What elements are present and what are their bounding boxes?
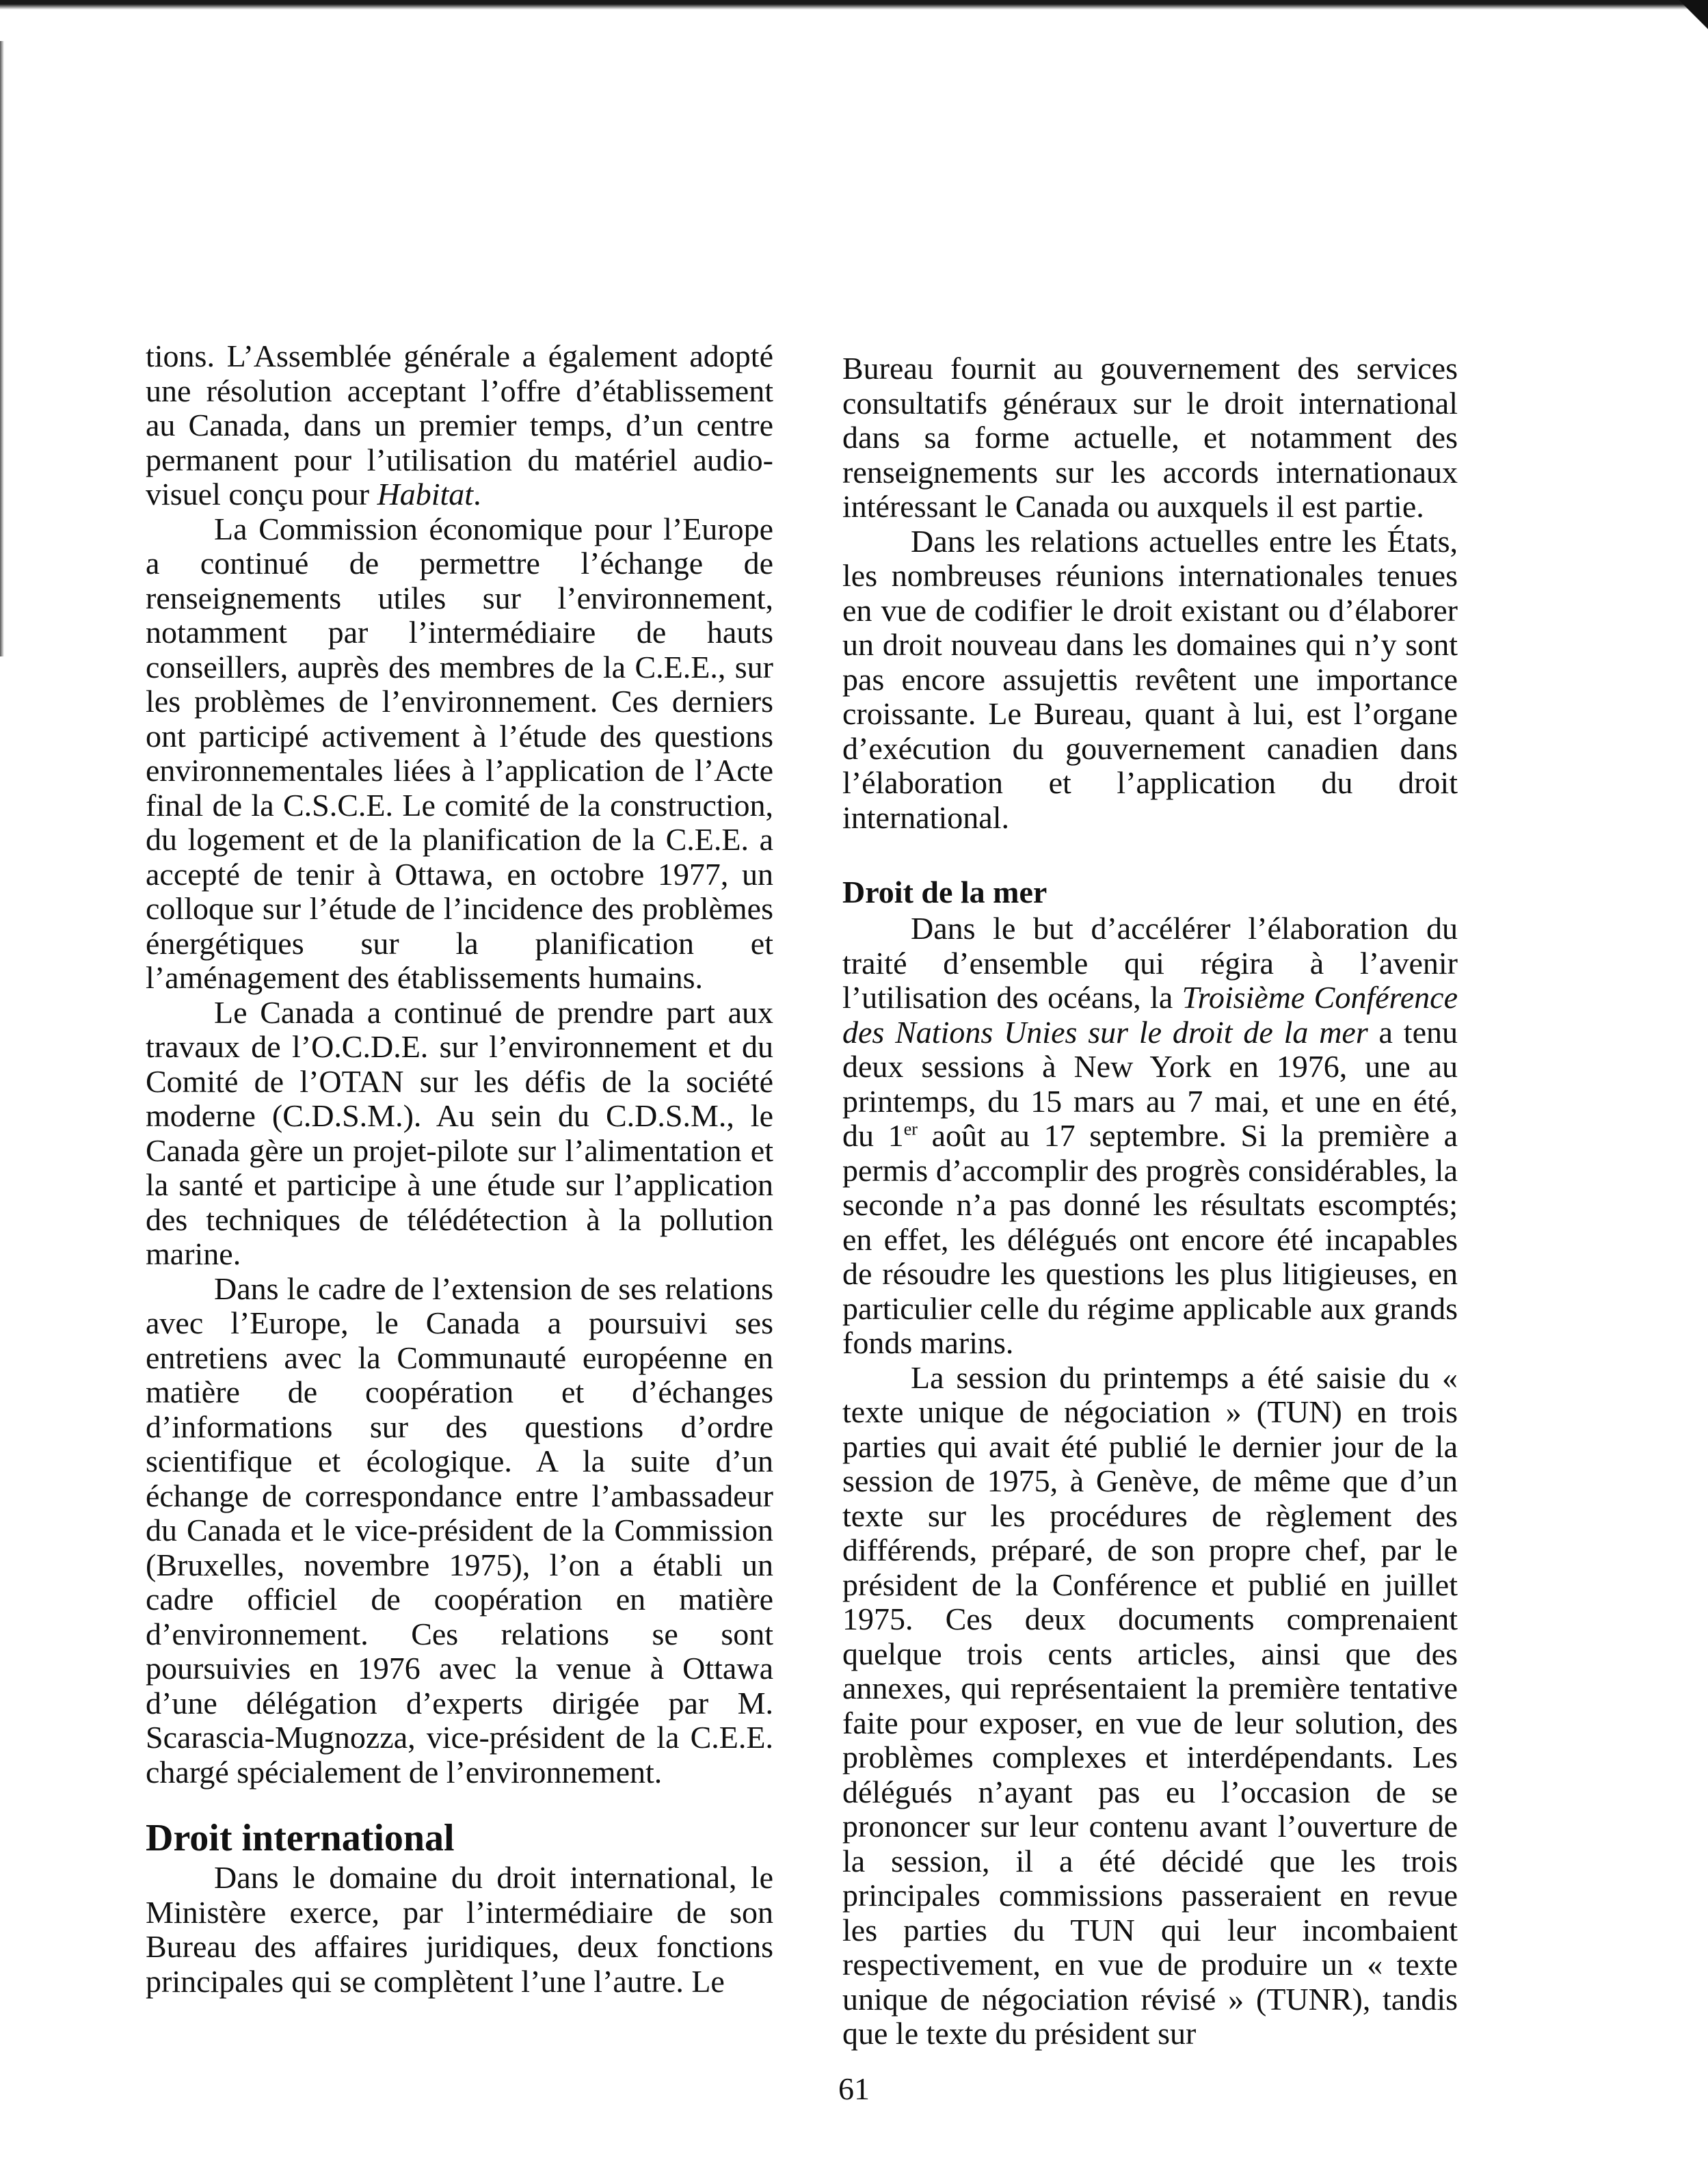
paragraph-text: Dans le but d’accélérer l’élaboration du traité d’ensemble qui régira à l’avenir l’utilisation des océans, la xyxy=(842,911,1458,1015)
italic-title: Troisième Conférence des Nations Unies sur le droit de la mer xyxy=(842,980,1458,1050)
scan-corner xyxy=(1667,0,1708,41)
paragraph-text: . xyxy=(473,477,481,511)
paragraph: Dans les relations actuelles entre les États, les nombreuses réunions internationales tenues en vue de codifier le droit existant ou d’élaborer un droit nouveau dans les domaines qui n’y sont pas encore assujettis revêtent une importance croissante. Le Bureau, quant à lui, est l’organe d’exécution du gouvernement canadien dans l’élaboration et l’application du droit international. xyxy=(842,523,1458,835)
paragraph xyxy=(842,912,1458,1361)
paragraph: Dans le domaine du droit international, le Ministère exerce, par l’intermédiaire de son Bureau des affaires juridiques, deux fonctions principales qui se complètent l’une l’autre. Le xyxy=(146,1860,773,1999)
scan-border-left xyxy=(0,41,4,656)
paragraph: Bureau fournit au gouvernement des services consultatifs généraux sur le droit international dans sa forme actuelle, et notamment des renseignements sur les accords internationaux intéressant le Canada ou auxquels il est partie. xyxy=(842,351,1458,524)
paragraph: La session du printemps a été saisie du « texte unique de négociation » (TUN) en trois parties qui avait été publié le dernier jour de la session de 1975, à Genève, de même que d’un texte sur les procédures de règlement des différends, préparé, de son propre chef, par le président de la Conférence et publié en juillet 1975. Ces deux documents comprenaient quelque trois cents articles, ainsi que des annexes, qui représentaient la première tentative faite pour exposer, en vue de leur solution, des problèmes complexes et interdépendants. Les délégués n’ayant pas eu l’occasion de se prononcer sur leur contenu avant l’ouverture de la session, il a été décidé que les trois principales commissions passeraient en revue les parties du TUN qui leur incombaient respectivement, en vue de produire un « texte unique de négociation révisé » (TUNR), tandis que le texte du président sur xyxy=(842,1359,1458,2051)
section-heading-droit-de-la-mer: Droit de la mer xyxy=(842,875,1048,909)
paragraph: La Commission économique pour l’Europe a continué de permettre l’échange de renseignements utiles sur l’environnement, notamment par l’intermédiaire de hauts conseillers, auprès des membres de la C.E.E., sur les problèmes de l’environnement. Ces derniers ont participé activement à l’étude des questions environnementales liées à l’application de l’Acte final de la C.S.C.E. Le comité de la construction, du logement et de la planification de la C.E.E. a accepté de tenir à Ottawa, en octobre 1977, un colloque sur l’étude de l’incidence des problèmes énergétiques sur la planification et l’aménagement des établissements humains. xyxy=(146,511,773,995)
superscript: er xyxy=(903,1119,918,1139)
paragraph-text: tions. L’Assemblée générale a également adopté une résolution acceptant l’offre d’établissement au Canada, dans un premier temps, d’un centre permanent pour l’utilisation du matériel audio-visuel conçu pour xyxy=(146,338,773,511)
paragraph: Le Canada a continué de prendre part aux travaux de l’O.C.D.E. sur l’environnement et du Comité de l’OTAN sur les défis de la société moderne (C.D.S.M.). Au sein du C.D.S.M., le Canada gère un projet-pilote sur l’alimentation et la santé et participe à une étude sur l’application des techniques de télédétection à la pollution marine. xyxy=(146,994,773,1271)
right-column xyxy=(842,351,1458,2051)
left-column xyxy=(146,339,773,1999)
paragraph-text: a tenu deux sessions à New York en 1976, une au printemps, du 15 mars au 7 mai, et une en été, du 1 xyxy=(842,1014,1458,1153)
scan-border-top xyxy=(0,0,1708,10)
italic-title: Habitat xyxy=(377,477,474,511)
paragraph-text: août au 17 septembre. Si la première a permis d’accomplir des progrès considérables, la seconde n’a pas donné les résultats escomptés; en effet, les délégués ont encore été incapables de résoudre les questions les plus litigieuses, en particulier celle du régime applicable aux grands fonds marins. xyxy=(842,1118,1458,1360)
section-heading-droit-international: Droit international xyxy=(146,1817,455,1859)
paragraph: Dans le cadre de l’extension de ses relations avec l’Europe, le Canada a poursuivi ses entretiens avec la Communauté européenne en matière de coopération et d’échanges d’informations sur des questions d’ordre scientifique et écologique. A la suite d’un échange de correspondance entre l’ambassadeur du Canada et le vice-président de la Commission (Bruxelles, novembre 1975), l’on a établi un cadre officiel de coopération en matière d’environnement. Ces relations se sont poursuivies en 1976 avec la venue à Ottawa d’une délégation d’experts dirigée par M. Scarascia-Mugnozza, vice-président de la C.E.E. chargé spécialement de l’environnement. xyxy=(146,1271,773,1790)
page-number: 61 xyxy=(838,2071,870,2106)
paragraph xyxy=(146,339,773,512)
